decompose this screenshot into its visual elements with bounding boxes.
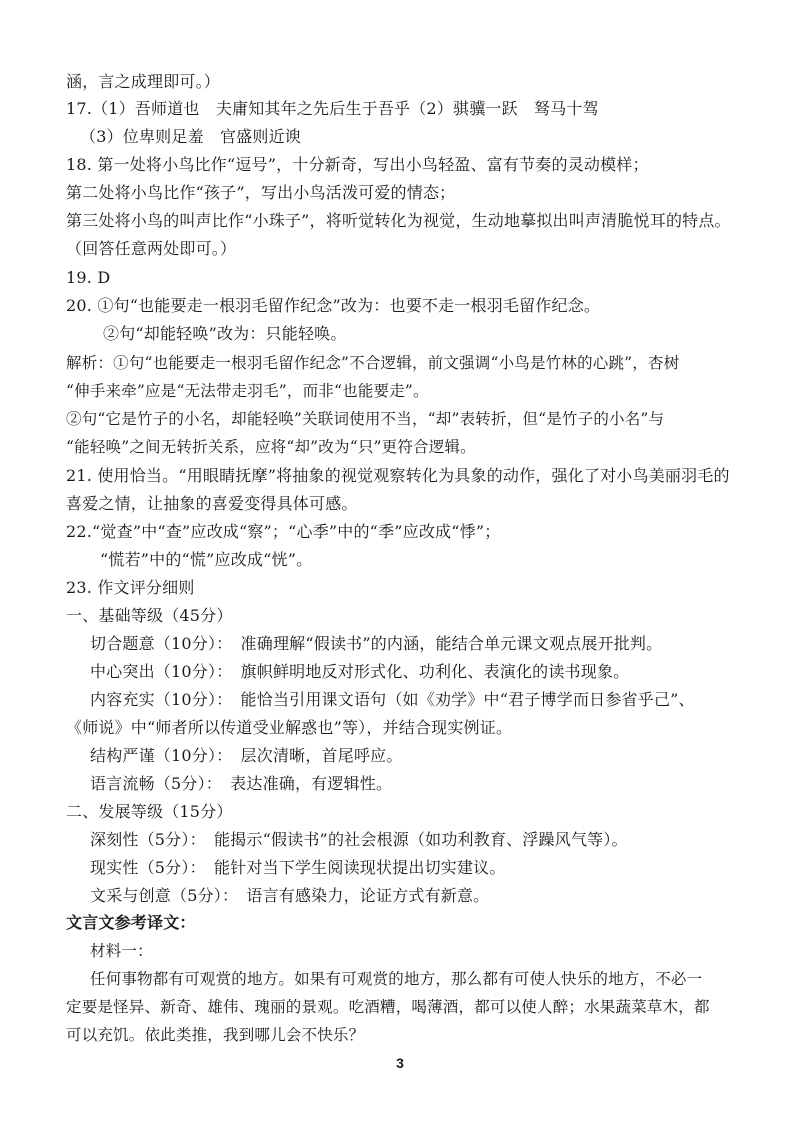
answer-22-line-2: “慌若”中的“慌”应改成“恍”。: [100, 550, 313, 569]
basic-level-heading: 一、基础等级（45分）: [66, 606, 233, 625]
text-line: 涵，言之成理即可。）: [66, 72, 221, 91]
answer-18-line-2: 第二处将小鸟比作“孩子”，写出小鸟活泼可爱的情态；: [66, 183, 456, 202]
translation-line-3: 可以充饥。依此类推，我到哪儿会不快乐？: [66, 1026, 365, 1044]
analysis-line-1: 解析：①句“也能要走一根羽毛留作纪念”不合逻辑，前文强调“小鸟是竹林的心跳”，杏树: [66, 354, 680, 372]
translation-line-2: 定要是怪异、新奇、雄伟、瑰丽的景观。吃酒糟，喝薄酒，都可以使人醉；水果蔬菜草木，都: [66, 998, 710, 1016]
answer-18-line-3: 第三处将小鸟的叫声比作“小珠子”，将听觉转化为视觉，生动地摹拟出叫声清脆悦耳的特点。: [66, 211, 731, 230]
analysis-line-4: “能轻唤”之间无转折关系，应将“却”改为“只”更符合逻辑。: [66, 438, 476, 456]
answer-20-line-2: ②句“却能轻唤”改为：只能轻唤。: [103, 324, 347, 343]
answer-23-heading: 23. 作文评分细则: [66, 578, 195, 597]
criterion-relevance: 切合题意（10分）： 准确理解“假读书”的内涵，能结合单元课文观点展开批判。: [90, 634, 663, 653]
criterion-creativity: 文采与创意（5分）： 语言有感染力，论证方式有新意。: [90, 886, 490, 905]
answer-17-line-2: （3）位卑则足羞 官盛则近谀: [80, 127, 301, 146]
criterion-structure: 结构严谨（10分）： 层次清晰，首尾呼应。: [90, 746, 403, 765]
answer-20-line-1: 20. ①句“也能要走一根羽毛留作纪念”改为：也要不走一根羽毛留作纪念。: [66, 296, 601, 315]
answer-21-line-2: 喜爱之情，让抽象的喜爱变得具体可感。: [66, 494, 358, 513]
criterion-language: 语言流畅（5分）： 表达准确，有逻辑性。: [90, 774, 393, 793]
translation-line-1: 任何事物都有可观赏的地方。如果有可观赏的地方，那么都有可使人快乐的地方，不必一: [90, 970, 703, 988]
development-level-heading: 二、发展等级（15分）: [66, 802, 233, 821]
analysis-line-3: ②句“它是竹子的小名，却能轻唤”关联词使用不当，“却”表转折，但“是竹子的小名”与: [66, 410, 665, 428]
answer-21-line-1: 21. 使用恰当。“用眼睛抚摩”将抽象的视觉观察转化为具象的动作，强化了对小鸟美丽羽毛的: [66, 466, 730, 485]
answer-18-note: （回答任意两处即可。）: [66, 239, 237, 258]
classical-translation-heading: 文言文参考译文：: [66, 913, 196, 932]
criterion-focus: 中心突出（10分）： 旗帜鲜明地反对形式化、功利化、表演化的读书现象。: [90, 662, 630, 681]
criterion-content-line-2: 《师说》中“师者所以传道受业解惑也”等），并结合现实例证。: [66, 718, 513, 737]
material-one-label: 材料一：: [90, 942, 153, 960]
answer-22-line-1: 22.“觉查”中“查”应改成“察”；“心季”中的“季”应改成“悸”；: [66, 522, 501, 541]
answer-17-line-1: 17.（1）吾师道也 夫庸知其年之先后生于吾乎（2）骐骥一跃 驽马十驾: [66, 99, 599, 118]
criterion-depth: 深刻性（5分）： 能揭示“假读书”的社会根源（如功利教育、浮躁风气等）。: [90, 830, 628, 849]
analysis-line-2: “伸手来牵”应是“无法带走羽毛”，而非“也能要走”。: [66, 382, 429, 400]
criterion-content-line-1: 内容充实（10分）： 能恰当引用课文语句（如《劝学》中“君子博学而日参省乎己”、: [90, 690, 695, 709]
page-number: 3: [396, 1055, 404, 1071]
criterion-reality: 现实性（5分）： 能针对当下学生阅读现状提出切实建议。: [90, 858, 506, 877]
answer-19: 19. D: [66, 268, 111, 287]
answer-18-line-1: 18. 第一处将小鸟比作“逗号”，十分新奇，写出小鸟轻盈、富有节奏的灵动模样；: [66, 155, 649, 174]
